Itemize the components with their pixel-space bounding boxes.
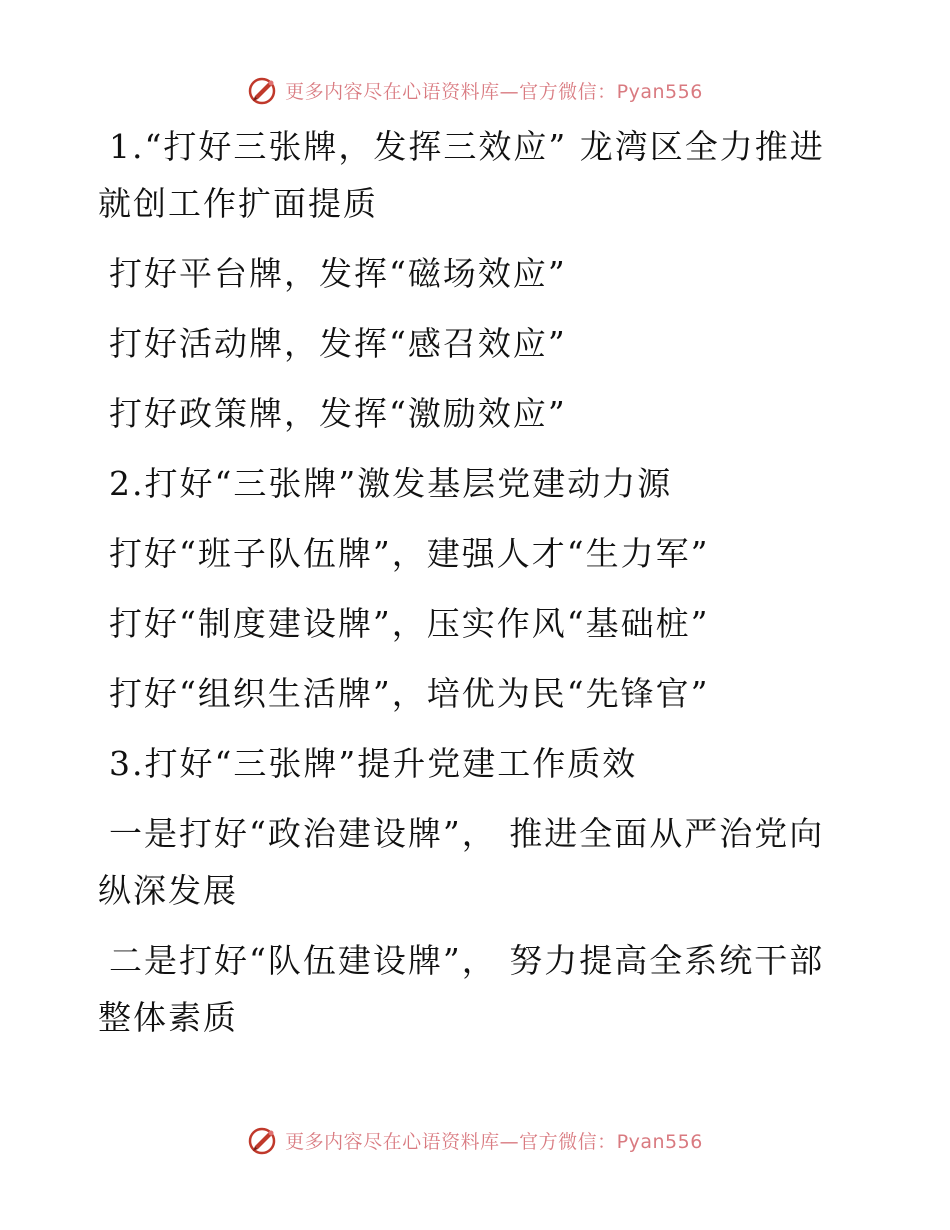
item-1-3: 打好政策牌，发挥“激励效应” bbox=[109, 394, 567, 433]
watermark-text: 更多内容尽在心语资料库—官方微信：Pyan556 bbox=[285, 80, 703, 103]
watermark-text: 更多内容尽在心语资料库—官方微信：Pyan556 bbox=[285, 1130, 703, 1153]
footer-watermark bbox=[0, 1120, 950, 1160]
item-1-1: 打好平台牌，发挥“磁场效应” bbox=[109, 254, 567, 293]
document-body bbox=[98, 118, 858, 1059]
item-3-2: 二是打好“队伍建设牌”， 努力提高全系统干部整体素质 bbox=[98, 941, 825, 1037]
pen-seal-logo-icon bbox=[247, 74, 279, 106]
pen-seal-logo-icon bbox=[247, 1124, 279, 1156]
item-2-3: 打好“组织生活牌”，培优为民“先锋官” bbox=[109, 674, 710, 713]
item-3-1: 一是打好“政治建设牌”， 推进全面从严治党向纵深发展 bbox=[98, 814, 825, 910]
heading-2: 2.打好“三张牌”激发基层党建动力源 bbox=[109, 464, 673, 503]
item-2-1: 打好“班子队伍牌”，建强人才“生力军” bbox=[109, 534, 710, 573]
heading-1: 1.“打好三张牌，发挥三效应” 龙湾区全力推进就创工作扩面提质 bbox=[98, 127, 825, 223]
header-watermark bbox=[0, 70, 950, 110]
heading-3: 3.打好“三张牌”提升党建工作质效 bbox=[109, 744, 638, 783]
item-1-2: 打好活动牌，发挥“感召效应” bbox=[109, 324, 567, 363]
item-2-2: 打好“制度建设牌”，压实作风“基础桩” bbox=[109, 604, 710, 643]
